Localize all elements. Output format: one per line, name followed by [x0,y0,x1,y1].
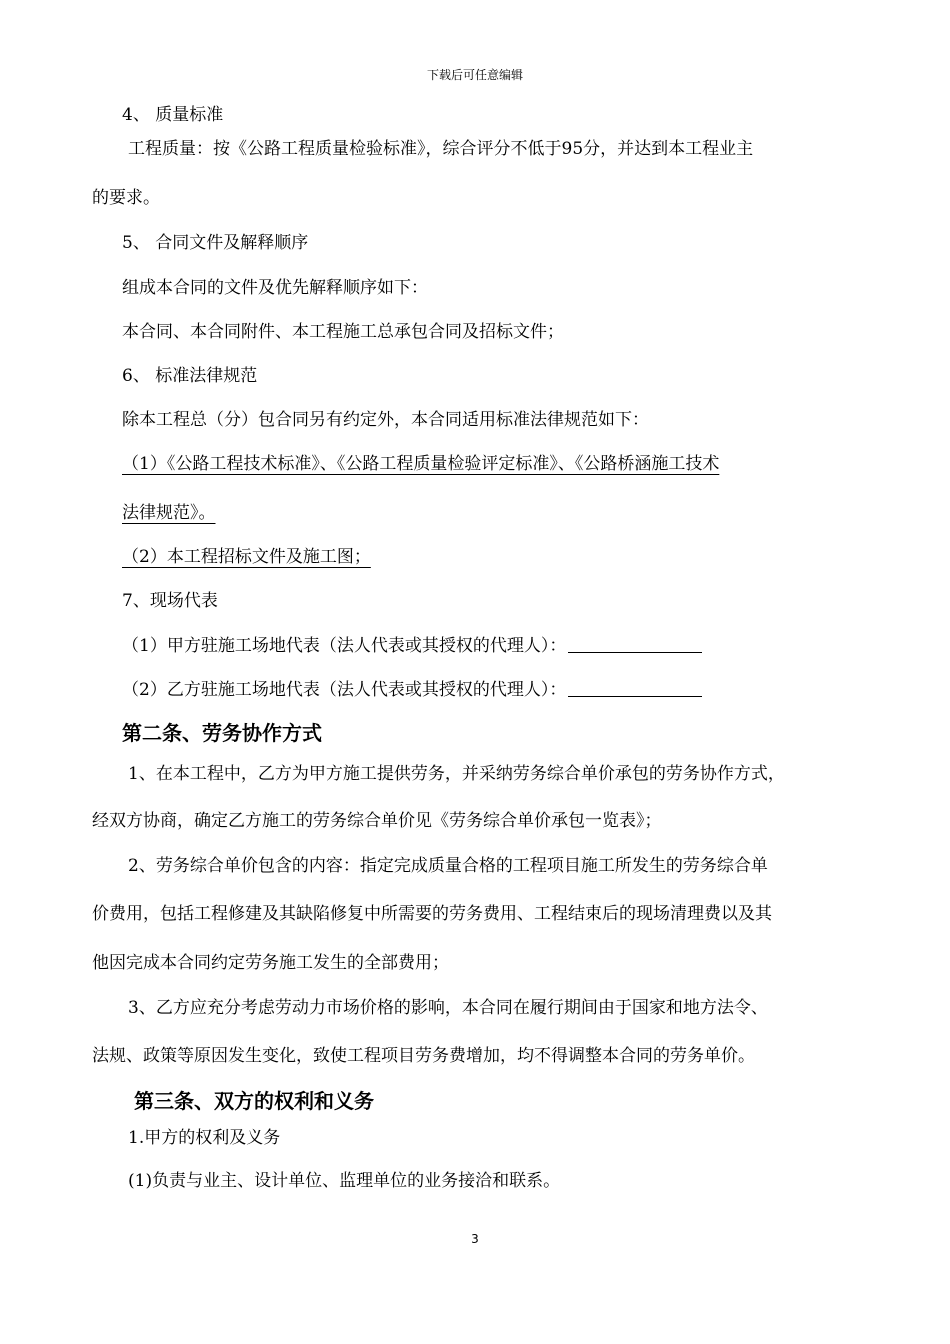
paragraph-line: 的要求。 [92,188,160,208]
standard-item-1: （1）《公路工程技术标准》、《公路工程质量检验评定标准》、《公路桥涵施工技术 [122,454,720,474]
section-4-title: 4、 质量标准 [122,105,224,125]
section-6-title: 6、 标准法律规范 [122,366,258,386]
page-header: 下载后可任意编辑 [426,68,523,82]
page-number: 3 [471,1232,479,1246]
paragraph-line: 价费用，包括工程修建及其缺陷修复中所需要的劳务费用、工程结束后的现场清理费以及其 [92,904,772,924]
paragraph-line: 除本工程总（分）包合同另有约定外，本合同适用标准法律规范如下： [122,410,649,430]
section-5-title: 5、 合同文件及解释顺序 [122,233,309,253]
paragraph-line: 2、劳务综合单价包含的内容：指定完成质量合格的工程项目施工所发生的劳务综合单 [128,856,768,876]
paragraph-line: (1)负责与业主、设计单位、监理单位的业务接洽和联系。 [128,1171,561,1191]
party-a-rep-line [122,635,702,657]
paragraph-line: 组成本合同的文件及优先解释顺序如下： [122,278,428,298]
party-b-rep-label: （2）乙方驻施工场地代表（法人代表或其授权的代理人）： [122,680,567,700]
article-2-heading: 第二条、劳务协作方式 [122,721,322,745]
standard-item-2: （2）本工程招标文件及施工图； [122,547,371,567]
party-a-rep-label: （1）甲方驻施工场地代表（法人代表或其授权的代理人）： [122,636,567,656]
paragraph-line: 经双方协商，确定乙方施工的劳务综合单价见《劳务综合单价承包一览表》； [92,811,662,831]
article-3-heading: 第三条、双方的权利和义务 [134,1089,374,1113]
paragraph-line: 工程质量：按《公路工程质量检验标准》，综合评分不低于95分，并达到本工程业主 [128,139,754,159]
subsection-title: 1.甲方的权利及义务 [128,1128,281,1148]
paragraph-line: 法规、政策等原因发生变化，致使工程项目劳务费增加，均不得调整本合同的劳务单价。 [92,1046,755,1066]
paragraph-line: 他因完成本合同约定劳务施工发生的全部费用； [92,953,449,973]
paragraph-line: 本合同、本合同附件、本工程施工总承包合同及招标文件； [122,322,564,342]
party-b-rep-line [122,679,702,701]
section-7-title: 7、现场代表 [122,591,218,611]
party-b-rep-blank [568,680,702,697]
paragraph-line: 1、在本工程中，乙方为甲方施工提供劳务，并采纳劳务综合单价承包的劳务协作方式， [128,764,785,784]
paragraph-line: 3、乙方应充分考虑劳动力市场价格的影响，本合同在履行期间由于国家和地方法令、 [128,998,768,1018]
party-a-rep-blank [568,636,702,653]
standard-item-1-cont: 法律规范》。 [122,503,216,523]
